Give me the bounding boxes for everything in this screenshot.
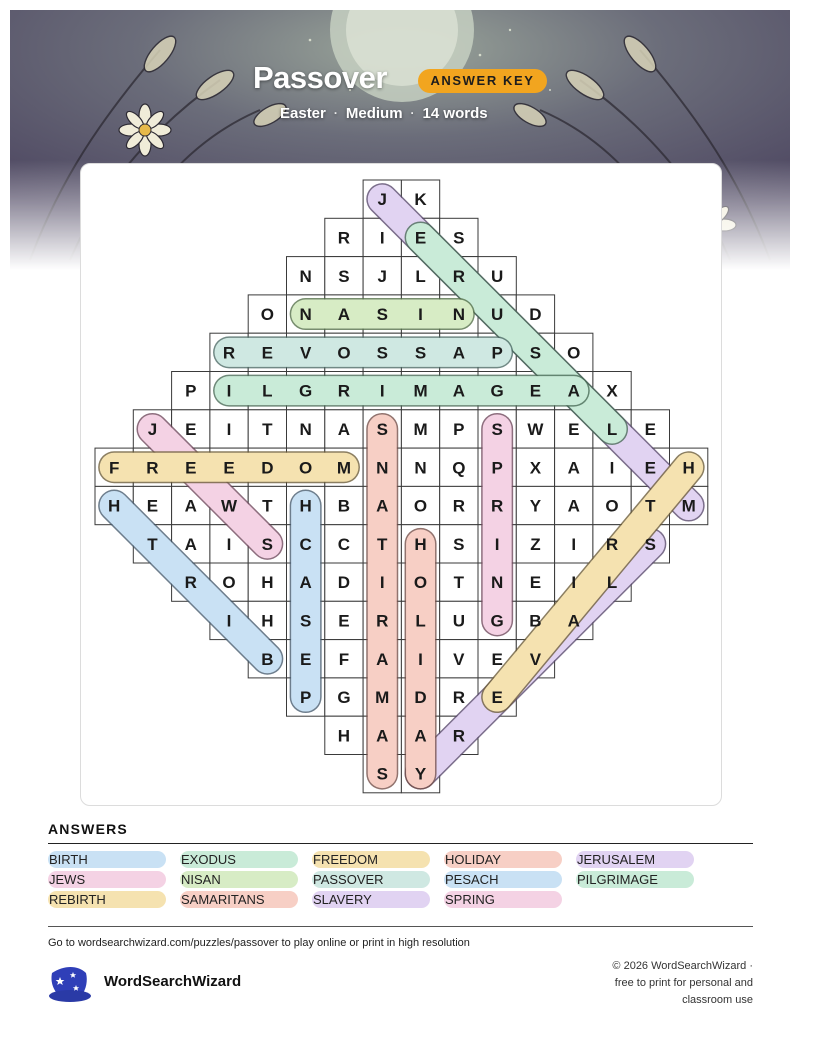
grid-letter: H [337, 726, 351, 746]
grid-letter: E [414, 228, 427, 248]
grid-letter: O [222, 573, 236, 593]
grid-letter: L [606, 573, 618, 593]
grid-letter: G [299, 381, 313, 401]
grid-letter: D [414, 688, 427, 708]
meta-difficulty: Medium [345, 104, 403, 122]
grid-letter: E [529, 573, 542, 593]
grid-letter: S [414, 343, 427, 363]
grid-letter: A [452, 381, 465, 401]
grid-letter: A [376, 496, 389, 516]
grid-cells [95, 180, 708, 793]
grid-letter: N [452, 305, 465, 325]
grid-letter: T [147, 534, 158, 554]
word-search-grid [80, 163, 722, 806]
grid-letter: B [529, 611, 542, 631]
grid-letter: I [226, 419, 232, 439]
grid-letter: E [185, 458, 197, 478]
grid-letter: H [299, 496, 312, 516]
grid-letter: S [376, 419, 388, 439]
grid-letter: P [299, 688, 312, 708]
grid-letter: X [606, 381, 618, 401]
grid-letter: E [338, 611, 350, 631]
grid-letter: P [185, 381, 197, 401]
grid-letter: L [262, 381, 273, 401]
grid-letter: K [414, 190, 427, 210]
grid-letter: O [260, 305, 274, 325]
grid-letter: D [529, 305, 542, 325]
grid-letter: A [184, 534, 197, 554]
answers-list [48, 851, 753, 913]
copyright-line: classroom use [682, 994, 753, 1006]
answer-key-badge: ANSWER KEY [418, 69, 547, 93]
grid-letter: H [682, 458, 695, 478]
grid-letter: I [226, 611, 232, 631]
grid-letter: J [377, 190, 387, 210]
grid-letter: A [567, 458, 580, 478]
grid-letter: C [337, 534, 351, 554]
grid-letter: T [453, 573, 465, 593]
grid-letter: S [644, 534, 657, 554]
grid-letter: E [146, 496, 159, 516]
grid-letter: I [379, 381, 385, 401]
grid-letter: S [261, 534, 274, 554]
grid-letter: I [418, 649, 423, 669]
grid-letter: S [453, 534, 465, 554]
grid-letter: P [453, 419, 465, 439]
grid-letter: L [415, 611, 426, 631]
grid-letter: L [606, 419, 618, 439]
grid-letter: H [108, 496, 121, 516]
grid-letter: P [491, 458, 503, 478]
grid-letter: X [529, 458, 542, 478]
grid-letter: M [681, 496, 696, 516]
grid-letter: E [491, 649, 503, 669]
grid-letter: T [262, 419, 273, 439]
answer-word-slavery: SLAVERY [312, 891, 430, 908]
grid-letter: S [453, 228, 465, 248]
grid-letter: E [299, 649, 312, 669]
grid-letter: I [494, 534, 500, 554]
grid-letter: V [453, 649, 465, 669]
grid-letter: R [337, 228, 351, 248]
grid-letter: U [452, 611, 465, 631]
grid-letter: N [491, 573, 504, 593]
brand-name: WordSearchWizard [104, 973, 242, 990]
grid-letter: Z [530, 534, 541, 554]
grid-letter: A [452, 343, 465, 363]
puzzle-meta [280, 102, 520, 124]
grid-letter: E [568, 419, 580, 439]
answer-word-exodus: EXODUS [180, 851, 298, 868]
grid-letter: R [452, 688, 465, 708]
grid-letter: V [529, 649, 542, 669]
grid-letter: H [261, 573, 274, 593]
grid-letter: O [413, 573, 428, 593]
grid-letter: I [609, 458, 615, 478]
grid-letter: R [222, 343, 236, 363]
grid-letter: T [645, 496, 656, 516]
grid-letter: M [413, 381, 428, 401]
grid-letter: G [490, 611, 504, 631]
grid-letter: N [299, 266, 312, 286]
answer-word-pilgrimage: PILGRIMAGE [576, 871, 694, 888]
meta-separator: · [333, 106, 338, 120]
grid-letter: S [529, 343, 542, 363]
answer-word-spring: SPRING [444, 891, 562, 908]
answer-word-passover: PASSOVER [312, 871, 430, 888]
grid-letter: O [299, 458, 313, 478]
grid-letter: F [108, 458, 120, 478]
grid-letter: I [418, 305, 423, 325]
grid-letter: V [299, 343, 312, 363]
grid-letter: Q [452, 458, 466, 478]
grid-letter: S [491, 419, 503, 439]
grid-letter: L [415, 266, 426, 286]
grid-letter: M [336, 458, 352, 478]
grid-letter: A [299, 573, 312, 593]
grid-letter: E [644, 419, 657, 439]
grid-letter: O [337, 343, 351, 363]
grid-letter: J [147, 419, 158, 439]
grid-letter: M [413, 419, 428, 439]
grid-letter: H [414, 534, 427, 554]
grid-letter: I [226, 534, 232, 554]
copyright-text [583, 958, 753, 1009]
footer-divider [48, 926, 753, 927]
grid-letter: I [571, 573, 577, 593]
grid-letter: G [337, 688, 351, 708]
grid-letter: H [261, 611, 274, 631]
answer-word-jerusalem: JERUSALEM [576, 851, 694, 868]
grid-letter: A [414, 726, 427, 746]
answers-heading: ANSWERS [48, 821, 128, 837]
grid-letter: R [146, 458, 159, 478]
grid-letter: N [299, 305, 312, 325]
grid-letter: E [491, 688, 503, 708]
grid-letter: A [567, 381, 580, 401]
grid-letter: C [299, 534, 312, 554]
answer-word-birth: BIRTH [48, 851, 166, 868]
grid-letter: A [337, 305, 351, 325]
meta-word-count: 14 words [422, 104, 488, 122]
copyright-line: free to print for personal and [614, 977, 753, 989]
wizard-hat-icon [46, 963, 94, 1005]
grid-letter: I [226, 381, 232, 401]
grid-letter: F [338, 649, 350, 669]
grid-letter: R [452, 266, 465, 286]
grid-letter: N [299, 419, 312, 439]
page-title: Passover [253, 60, 387, 95]
grid-letter: S [376, 343, 388, 363]
grid-letter: A [376, 649, 389, 669]
grid-letter: T [377, 534, 388, 554]
answers-divider [48, 843, 753, 844]
grid-letter: N [376, 458, 389, 478]
grid-letter: G [490, 381, 504, 401]
grid-letter: E [261, 343, 274, 363]
grid-letter: E [223, 458, 235, 478]
grid-letter: U [491, 305, 504, 325]
grid-letter: E [644, 458, 657, 478]
answer-word-holiday: HOLIDAY [444, 851, 562, 868]
grid-letter: S [299, 611, 312, 631]
grid-letter: O [605, 496, 619, 516]
grid-letter: A [337, 419, 351, 439]
grid-letter: R [452, 496, 465, 516]
footer-url-text: Go to wordsearchwizard.com/puzzles/passover to play online or print in high resolution [48, 937, 470, 949]
grid-letter: R [337, 381, 351, 401]
grid-letter: I [571, 534, 577, 554]
grid-letter: R [184, 573, 197, 593]
grid-letter: S [338, 266, 350, 286]
answer-word-samaritans: SAMARITANS [180, 891, 298, 908]
grid-letter: A [567, 496, 580, 516]
grid-letter: O [413, 496, 428, 516]
answer-word-rebirth: REBIRTH [48, 891, 166, 908]
grid-letter: R [491, 496, 504, 516]
grid-letter: Y [529, 496, 542, 516]
grid-letter: E [529, 381, 542, 401]
grid-letter: S [376, 305, 388, 325]
grid-letter: B [337, 496, 351, 516]
grid-letter: A [376, 726, 389, 746]
grid-letter: S [376, 764, 388, 784]
grid-letter: T [262, 496, 273, 516]
meta-separator: · [410, 106, 415, 120]
grid-letter: W [527, 419, 544, 439]
answer-word-jews: JEWS [48, 871, 166, 888]
grid-letter: B [261, 649, 274, 669]
grid-letter: I [379, 573, 385, 593]
grid-letter: Y [414, 764, 427, 784]
grid-letter: W [221, 496, 238, 516]
copyright-line: © 2026 WordSearchWizard · [612, 960, 753, 972]
grid-letter: A [567, 611, 580, 631]
grid-letter: U [491, 266, 504, 286]
grid-letter: P [491, 343, 503, 363]
grid-letter: R [605, 534, 619, 554]
grid-letter: D [337, 573, 351, 593]
grid-letter: D [261, 458, 274, 478]
grid-letter: E [185, 419, 197, 439]
grid-letter: A [184, 496, 197, 516]
grid-letter: I [379, 228, 385, 248]
grid-letter: R [452, 726, 465, 746]
grid-letter: O [567, 343, 581, 363]
grid-letter: J [377, 266, 387, 286]
grid-letter: R [376, 611, 389, 631]
answer-word-pesach: PESACH [444, 871, 562, 888]
grid-letter: M [375, 688, 390, 708]
answer-word-freedom: FREEDOM [312, 851, 430, 868]
answer-word-nisan: NISAN [180, 871, 298, 888]
grid-letter: N [414, 458, 427, 478]
meta-category: Easter [280, 104, 326, 122]
